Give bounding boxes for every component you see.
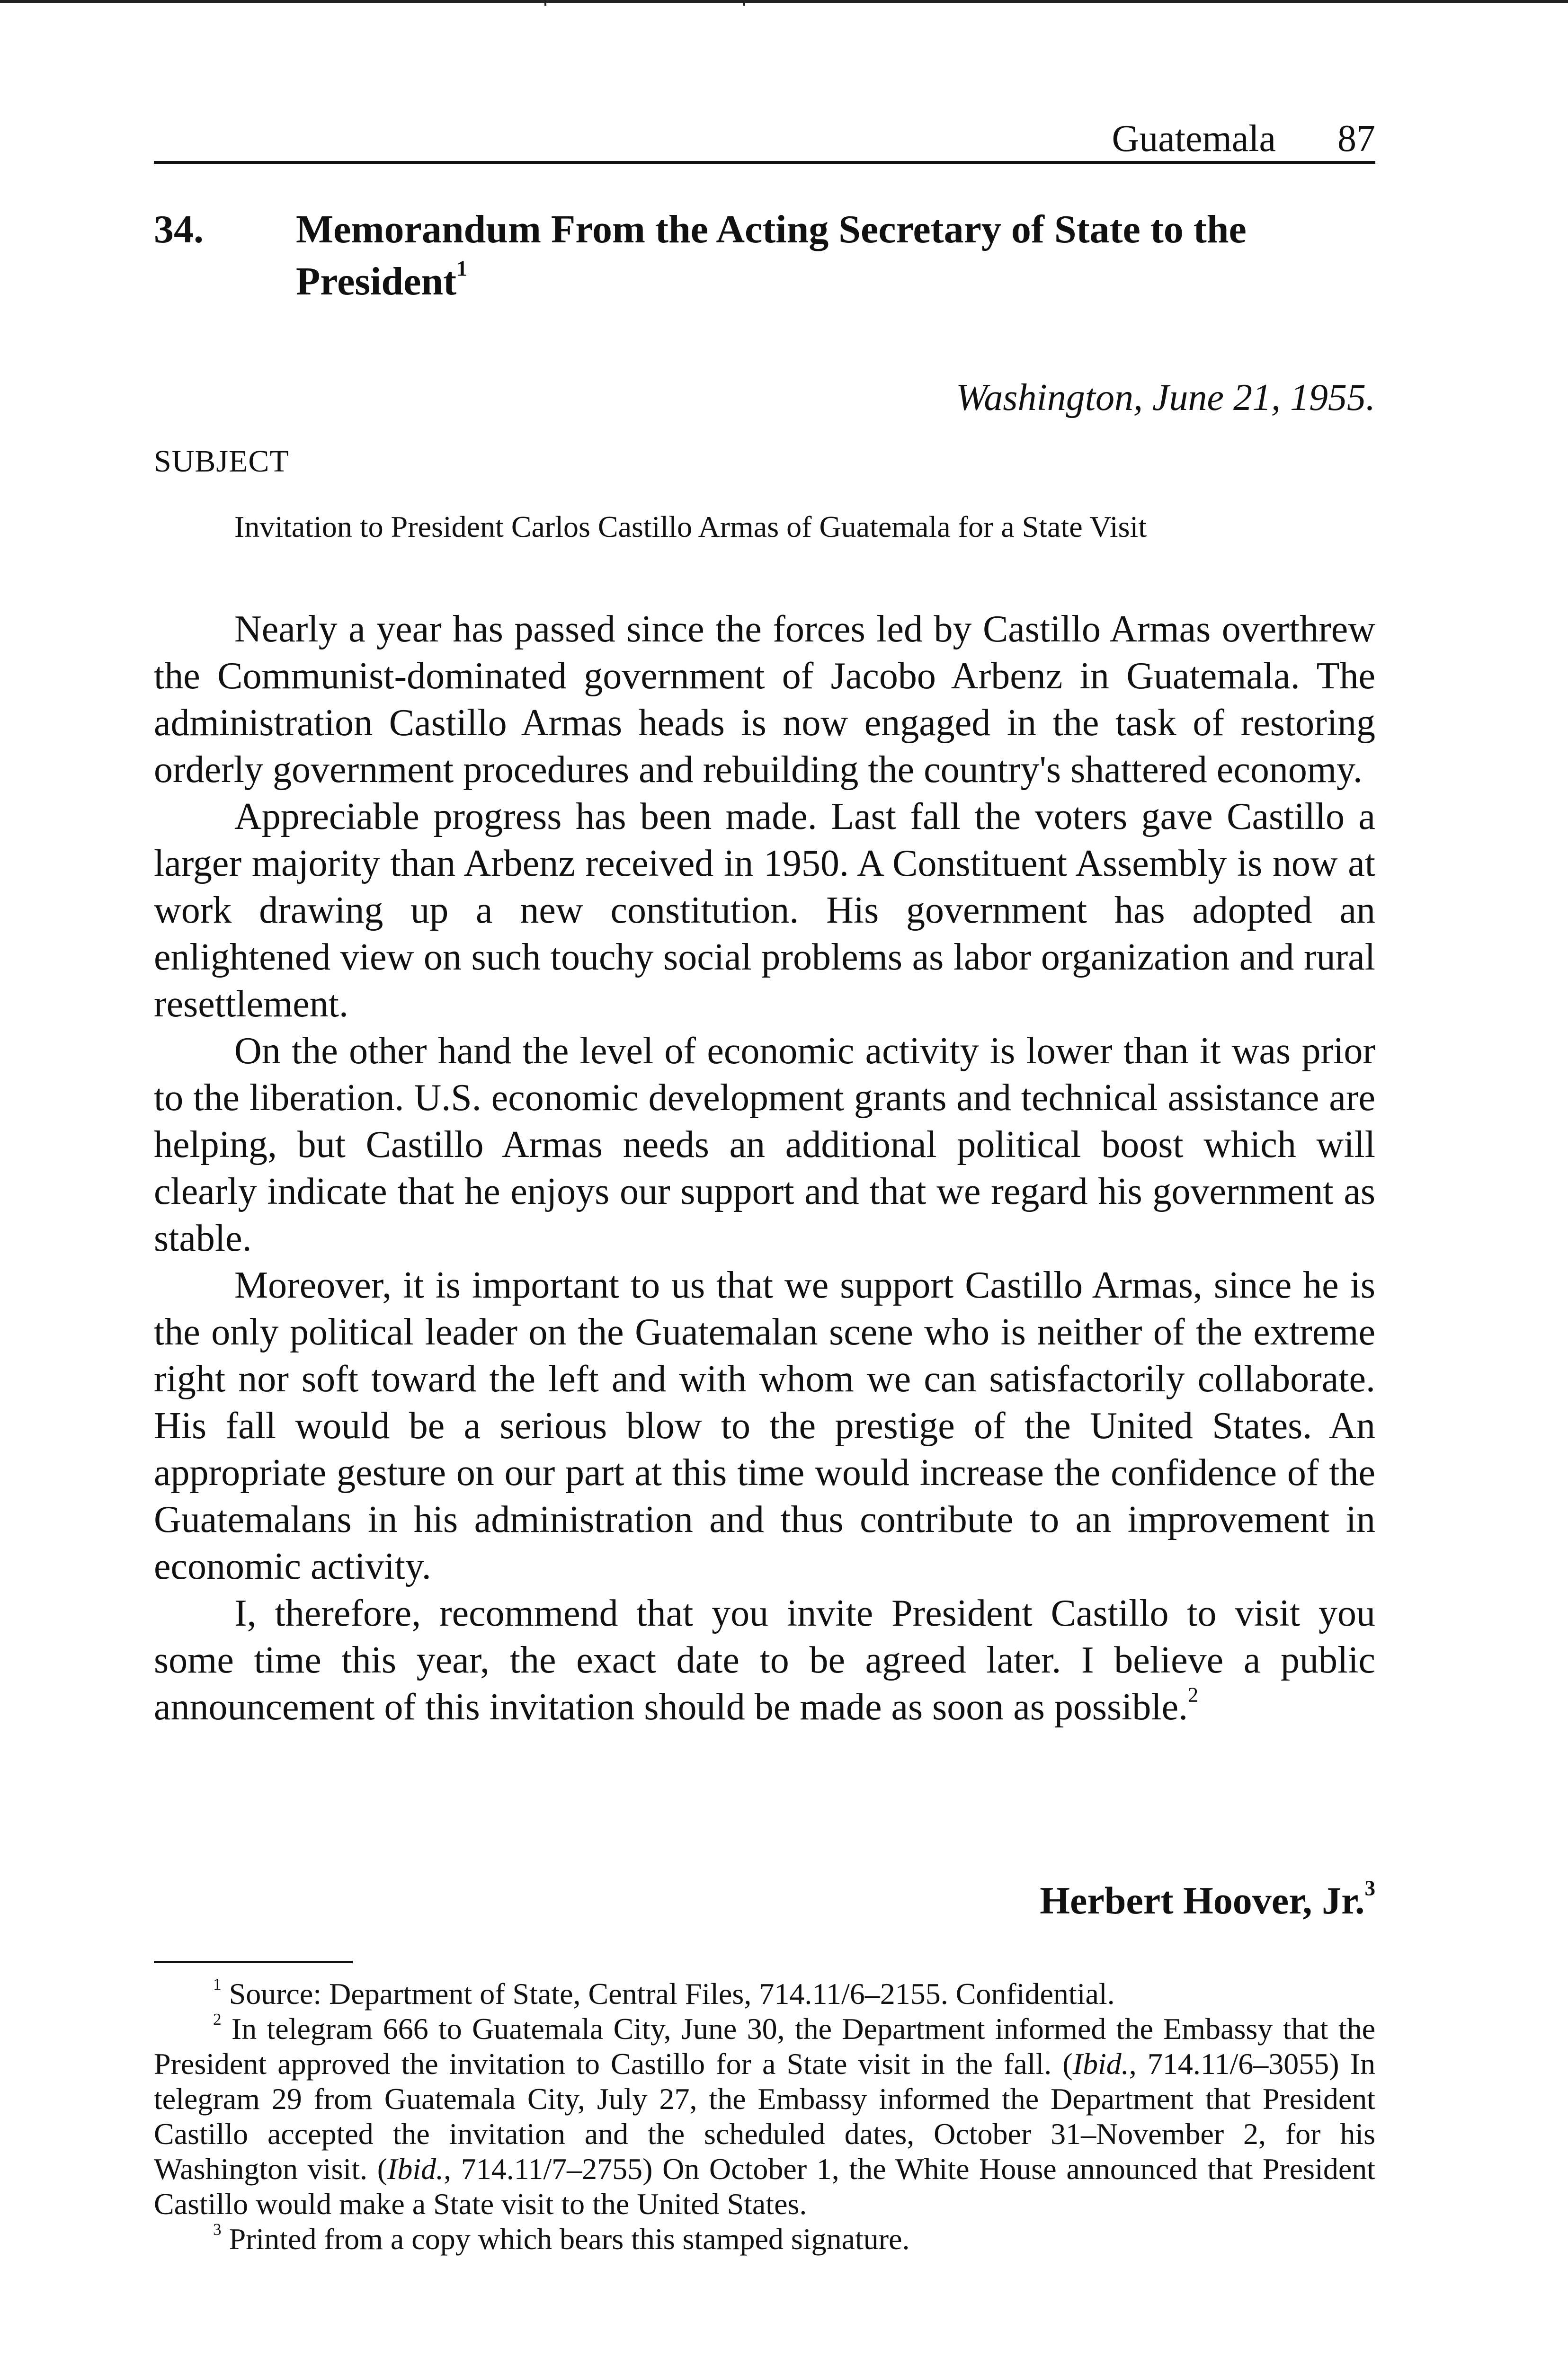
footnote-ibid: Ibid. [387, 2152, 444, 2186]
body-paragraph: Appreciable progress has been made. Last fall the voters gave Castillo a larger majority than Arbenz received in 1950. A Constituent Assembly is now at work drawing up a new constitution. His government has adopted an enlightened view on such touchy social problems as labor organization and rural resettlement. [154, 796, 1375, 1025]
running-head [154, 118, 1375, 164]
footnote-ibid: Ibid. [1072, 2047, 1129, 2081]
footnote-text: , 714.11/7–2755) On October 1, the White House announced that President Castillo would make a State visit to the United States. [154, 2152, 1376, 2221]
footnote-text: Source: Department of State, Central Files, 714.11/6–2155. Confidential. [229, 1977, 1115, 2011]
footnote-3 [154, 2222, 1375, 2257]
body-paragraph: On the other hand the level of economic activity is lower than it was prior to the liberation. U.S. economic development grants and technical assistance are helping, but Castillo Armas needs an additional political boost which will clearly indicate that he enjoys our support and that we regard his government as stable. [154, 1030, 1375, 1259]
subject-text: Invitation to President Carlos Castillo Armas of Guatemala for a State Visit [234, 510, 1147, 543]
document-number: 34. [154, 207, 204, 251]
top-border-rule [0, 0, 1568, 3]
top-border-tick [544, 0, 546, 6]
footnote-1 [154, 1976, 1375, 2011]
dateline: Washington, June 21, 1955. [956, 377, 1375, 418]
body-paragraph [154, 1590, 1375, 1731]
top-border-tick [743, 0, 745, 6]
signature-name: Herbert Hoover, Jr. [1040, 1879, 1365, 1922]
footnote-ref-2: 2 [1188, 1683, 1199, 1707]
footnote-marker: 2 [213, 2010, 222, 2029]
footnote-ref-3: 3 [1364, 1876, 1375, 1900]
document-title-text: Memorandum From the Acting Secretary of State to the President [296, 207, 1247, 303]
footnote-rule [154, 1961, 353, 1963]
footnote-ref-1: 1 [456, 256, 468, 281]
footnote-marker: 1 [213, 1975, 222, 1994]
subject-label: SUBJECT [154, 444, 289, 479]
document-title [296, 204, 1375, 308]
body-paragraph: Nearly a year has passed since the forces led by Castillo Armas overthrew the Communist-dominated government of Jacobo Arbenz in Guatemala. The administration Castillo Armas heads is now engaged in the task of restoring orderly government procedures and rebuilding the country's shattered economy. [154, 608, 1375, 791]
memo-body [154, 606, 1375, 1731]
body-paragraph-text: I, therefore, recommend that you invite President Castillo to visit you some time this year, the exact date to be agreed later. I believe a public announcement of this invitation should be made as soon as possible. [154, 1593, 1375, 1728]
footnote-text: , 714.11/6–3055) In telegram 29 from Guatemala City, July 27, the Embassy informed the Department that President Castillo accepted the invitation and the scheduled dates, October 31–November 2, for his Washington visit. ( [154, 2047, 1376, 2186]
footnote-text: Printed from a copy which bears this stamped signature. [229, 2222, 910, 2256]
body-paragraph: Moreover, it is important to us that we support Castillo Armas, since he is the only political leader on the Guatemalan scene who is neither of the extreme right nor soft toward the left and with whom we can satisfactorily collaborate. His fall would be a serious blow to the prestige of the United States. An appropriate gesture on our part at this time would increase the confidence of the Guatemalans in his administration and thus contribute to an improvement in economic activity. [154, 1264, 1375, 1587]
page-number: 87 [1337, 118, 1375, 160]
running-head-title: Guatemala [1112, 118, 1276, 160]
signature [1040, 1877, 1375, 1924]
footnote-2 [154, 2011, 1375, 2222]
footnote-text: In telegram 666 to Guatemala City, June 30, the Department informed the Embassy that the President approved the invitation to Castillo for a State visit in the fall. ( [154, 2012, 1376, 2081]
footnote-marker: 3 [213, 2220, 222, 2239]
footnotes [154, 1976, 1375, 2257]
